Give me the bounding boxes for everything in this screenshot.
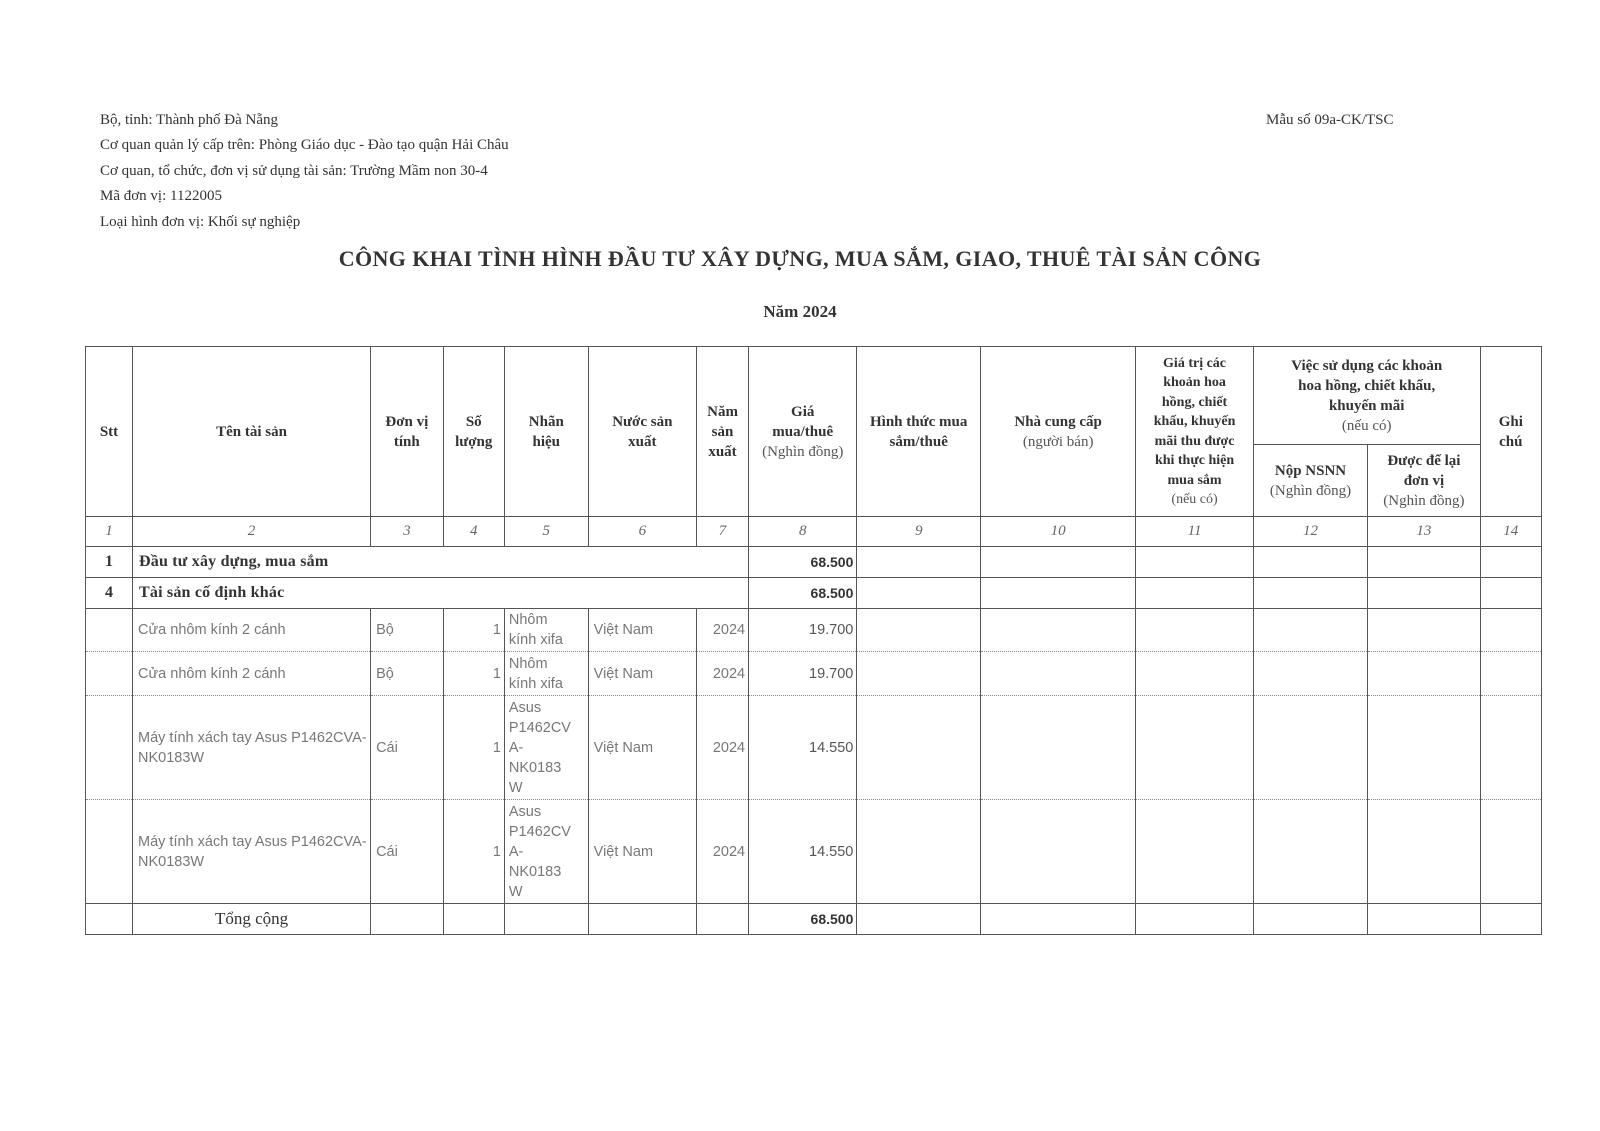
col-number: 9 bbox=[857, 517, 981, 547]
table-row bbox=[86, 652, 1542, 696]
col-brand-header: Nhãn hiệu bbox=[504, 347, 588, 517]
asset-year: 2024 bbox=[696, 652, 748, 696]
col-number: 5 bbox=[504, 517, 588, 547]
table-row bbox=[86, 696, 1542, 800]
column-number-row bbox=[86, 517, 1542, 547]
asset-brand: Asus P1462CV A- NK0183 W bbox=[504, 800, 588, 904]
header-using-unit: Cơ quan, tổ chức, đơn vị sử dụng tài sản: Trường Mầm non 30-4 bbox=[100, 162, 488, 179]
asset-name: Cửa nhôm kính 2 cánh bbox=[133, 609, 371, 652]
asset-year: 2024 bbox=[696, 800, 748, 904]
group-stt: 1 bbox=[86, 547, 133, 578]
group-name: Tài sản cố định khác bbox=[133, 578, 749, 609]
header-unit-code: Mã đơn vị: 1122005 bbox=[100, 188, 222, 205]
col-nsnn-header: Nộp NSNN (Nghìn đồng) bbox=[1253, 445, 1367, 517]
asset-price: 14.550 bbox=[749, 696, 857, 800]
col-supplier-header: Nhà cung cấp (người bán) bbox=[981, 347, 1136, 517]
col-number: 11 bbox=[1136, 517, 1254, 547]
col-note-header: Ghi chú bbox=[1480, 347, 1541, 517]
asset-country: Việt Nam bbox=[588, 609, 696, 652]
asset-price: 19.700 bbox=[749, 652, 857, 696]
col-country-header: Nước sản xuất bbox=[588, 347, 696, 517]
col-number: 4 bbox=[443, 517, 504, 547]
asset-name: Máy tính xách tay Asus P1462CVA-NK0183W bbox=[133, 696, 371, 800]
asset-unit: Bộ bbox=[371, 652, 444, 696]
asset-country: Việt Nam bbox=[588, 652, 696, 696]
col-number: 14 bbox=[1480, 517, 1541, 547]
asset-brand: Asus P1462CV A- NK0183 W bbox=[504, 696, 588, 800]
total-label: Tổng cộng bbox=[133, 904, 371, 935]
asset-price: 14.550 bbox=[749, 800, 857, 904]
col-name-header: Tên tài sản bbox=[133, 347, 371, 517]
col-number: 8 bbox=[749, 517, 857, 547]
col-number: 1 bbox=[86, 517, 133, 547]
asset-brand: Nhôm kính xifa bbox=[504, 652, 588, 696]
asset-qty: 1 bbox=[443, 609, 504, 652]
col-stt-header: Stt bbox=[86, 347, 133, 517]
document-year: Năm 2024 bbox=[763, 302, 837, 321]
col-retained-header: Được để lại đơn vị (Nghìn đồng) bbox=[1368, 445, 1480, 517]
col-number: 2 bbox=[133, 517, 371, 547]
col-number: 13 bbox=[1368, 517, 1480, 547]
col-method-header: Hình thức mua sắm/thuê bbox=[857, 347, 981, 517]
document-header bbox=[100, 108, 509, 235]
asset-country: Việt Nam bbox=[588, 800, 696, 904]
col-number: 12 bbox=[1253, 517, 1367, 547]
col-unit-header: Đơn vị tính bbox=[371, 347, 444, 517]
col-usage-header: Việc sử dụng các khoản hoa hồng, chiết khấu, khuyến mãi (nếu có) bbox=[1253, 347, 1480, 445]
asset-year: 2024 bbox=[696, 609, 748, 652]
asset-year: 2024 bbox=[696, 696, 748, 800]
asset-table bbox=[85, 346, 1542, 935]
group-row bbox=[86, 547, 1542, 578]
asset-country: Việt Nam bbox=[588, 696, 696, 800]
header-row-top bbox=[86, 347, 1542, 445]
asset-unit: Cái bbox=[371, 696, 444, 800]
col-number: 6 bbox=[588, 517, 696, 547]
group-name: Đầu tư xây dựng, mua sắm bbox=[133, 547, 749, 578]
group-stt: 4 bbox=[86, 578, 133, 609]
asset-name: Máy tính xách tay Asus P1462CVA-NK0183W bbox=[133, 800, 371, 904]
asset-brand: Nhôm kính xifa bbox=[504, 609, 588, 652]
asset-qty: 1 bbox=[443, 652, 504, 696]
asset-qty: 1 bbox=[443, 800, 504, 904]
asset-unit: Bộ bbox=[371, 609, 444, 652]
form-number: Mẫu số 09a-CK/TSC bbox=[1266, 112, 1394, 128]
group-amount: 68.500 bbox=[749, 547, 857, 578]
asset-qty: 1 bbox=[443, 696, 504, 800]
col-year-header: Năm sản xuất bbox=[696, 347, 748, 517]
total-amount: 68.500 bbox=[749, 904, 857, 935]
group-amount: 68.500 bbox=[749, 578, 857, 609]
document-title: CÔNG KHAI TÌNH HÌNH ĐẦU TƯ XÂY DỰNG, MUA SẮM, GIAO, THUÊ TÀI SẢN CÔNG bbox=[338, 246, 1262, 271]
table-row bbox=[86, 800, 1542, 904]
table-row bbox=[86, 609, 1542, 652]
asset-name: Cửa nhôm kính 2 cánh bbox=[133, 652, 371, 696]
col-qty-header: Số lượng bbox=[443, 347, 504, 517]
col-number: 7 bbox=[696, 517, 748, 547]
header-ministry: Bộ, tỉnh: Thành phố Đà Nẵng bbox=[100, 112, 279, 128]
col-number: 3 bbox=[371, 517, 444, 547]
col-price-header: Giá mua/thuê (Nghìn đồng) bbox=[749, 347, 857, 517]
col-number: 10 bbox=[981, 517, 1136, 547]
header-superior-agency: Cơ quan quản lý cấp trên: Phòng Giáo dục - Đào tạo quận Hải Châu bbox=[100, 137, 509, 154]
group-row bbox=[86, 578, 1542, 609]
asset-unit: Cái bbox=[371, 800, 444, 904]
asset-price: 19.700 bbox=[749, 609, 857, 652]
header-unit-type: Loại hình đơn vị: Khối sự nghiệp bbox=[100, 213, 301, 230]
total-row bbox=[86, 904, 1542, 935]
col-commission-header: Giá trị các khoản hoa hồng, chiết khấu, khuyến mãi thu được khi thực hiện mua sắm (nếu có) bbox=[1136, 347, 1254, 517]
